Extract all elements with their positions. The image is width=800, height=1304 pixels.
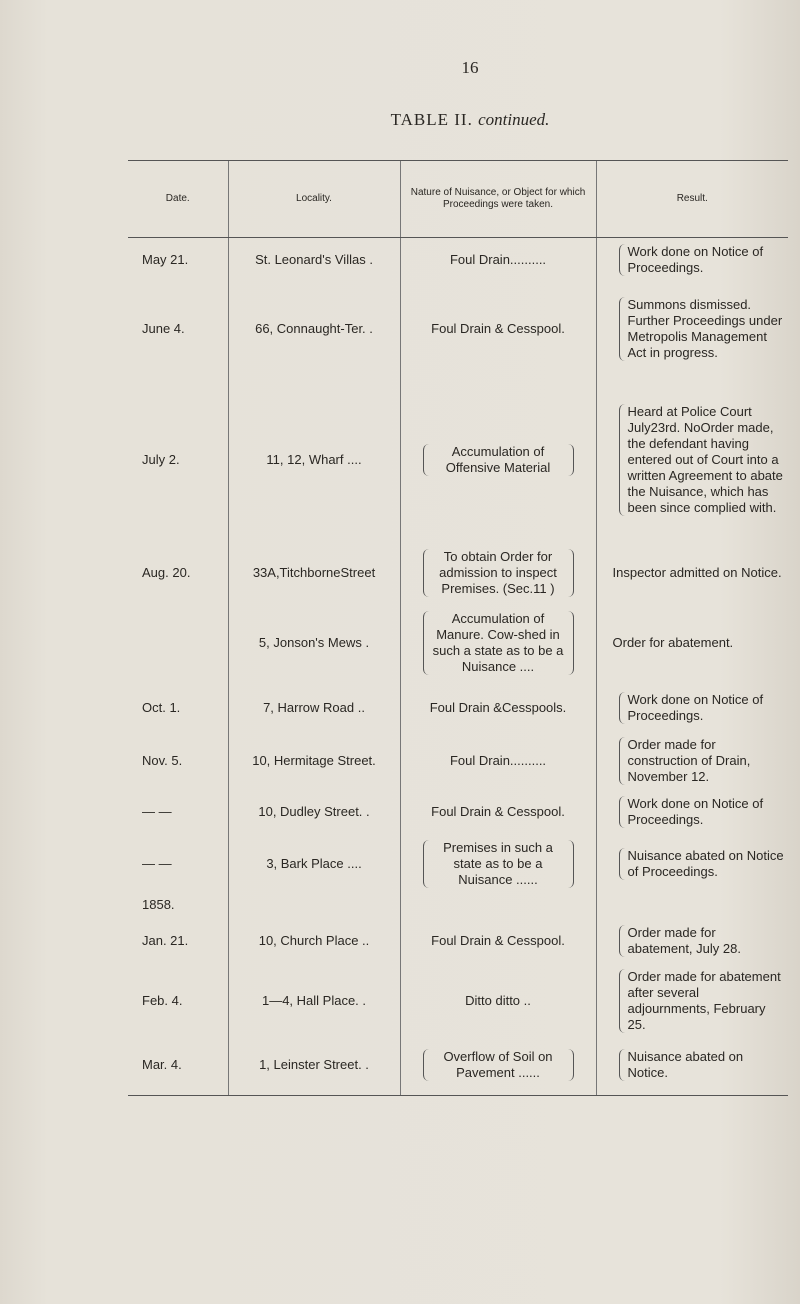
table-caption-label: TABLE II. <box>390 110 473 129</box>
cell-result <box>596 732 788 790</box>
table-caption-continued: continued. <box>478 110 550 129</box>
nature-text: Accumulation of Manure. Cow-shed in such a state as to be a Nuisance .... <box>423 611 574 675</box>
table-row <box>128 732 788 790</box>
header-date: Date. <box>128 161 228 238</box>
result-text: Work done on Notice of Proceedings. <box>619 692 785 724</box>
cell-nature <box>400 602 596 684</box>
cell-nature <box>400 1036 596 1096</box>
header-row <box>128 161 788 238</box>
cell-result <box>596 376 788 544</box>
cell-nature: Foul Drain &Cesspools. <box>400 684 596 732</box>
table-row <box>128 544 788 602</box>
cell-result: Order for abatement. <box>596 602 788 684</box>
cell-nature <box>400 834 596 894</box>
table-row-year <box>128 894 788 916</box>
cell-date: May 21. <box>142 251 189 267</box>
result-text: Work done on Notice of Proceedings. <box>619 796 785 828</box>
cell-nature: Ditto ditto .. <box>400 966 596 1036</box>
result-text: Order made for abatement, July 28. <box>619 925 785 957</box>
cell-locality: 10, Church Place .. <box>228 916 400 966</box>
cell-date: June 4. <box>142 320 185 336</box>
cell-locality: 7, Harrow Road .. <box>228 684 400 732</box>
cell-locality: 10, Dudley Street. . <box>228 790 400 834</box>
header-locality: Locality. <box>228 161 400 238</box>
table-row <box>128 602 788 684</box>
cell-date: — — <box>142 855 172 871</box>
cell-locality <box>228 894 400 916</box>
cell-result <box>596 916 788 966</box>
cell-locality: St. Leonard's Villas . <box>228 238 400 282</box>
cell-result <box>596 834 788 894</box>
cell-locality: 10, Hermitage Street. <box>228 732 400 790</box>
table-caption <box>300 110 640 130</box>
table-row <box>128 790 788 834</box>
cell-date <box>128 602 228 684</box>
cell-date: Jan. 21. <box>142 932 189 948</box>
cell-result <box>596 684 788 732</box>
cell-locality: 1, Leinster Street. . <box>228 1036 400 1096</box>
cell-date: Nov. 5. <box>142 752 183 768</box>
nature-text: Accumulation of Offensive Material <box>423 444 574 476</box>
table-row <box>128 966 788 1036</box>
table-row <box>128 238 788 282</box>
cell-nature: Foul Drain.......... <box>400 732 596 790</box>
cell-date: Mar. 4. <box>128 1036 228 1096</box>
result-text: Order made for abatement after several adjournments, February 25. <box>619 969 785 1033</box>
header-result: Result. <box>596 161 788 238</box>
cell-nature <box>400 544 596 602</box>
cell-result <box>596 790 788 834</box>
result-text: Order made for construction of Drain, November 12. <box>619 737 785 785</box>
cell-locality: 3, Bark Place .... <box>228 834 400 894</box>
cell-nature: Foul Drain & Cesspool. <box>400 916 596 966</box>
cell-locality: 5, Jonson's Mews . <box>228 602 400 684</box>
cell-locality: 1—4, Hall Place. . <box>228 966 400 1036</box>
cell-result <box>596 282 788 376</box>
cell-year: 1858. <box>142 896 175 912</box>
page-number: 16 <box>461 58 479 77</box>
cell-nature: Foul Drain & Cesspool. <box>400 282 596 376</box>
cell-date: July 2. <box>142 451 180 467</box>
nuisance-table <box>128 160 788 1096</box>
table-row <box>128 916 788 966</box>
table-row <box>128 684 788 732</box>
cell-result <box>596 238 788 282</box>
header-nature: Nature of Nuisance, or Object for which Proceedings were taken. <box>400 161 596 238</box>
table-row <box>128 834 788 894</box>
cell-nature: Foul Drain & Cesspool. <box>400 790 596 834</box>
cell-date: — — <box>142 803 172 819</box>
cell-locality: 33A,TitchborneStreet <box>228 544 400 602</box>
cell-date: Oct. 1. <box>142 699 181 715</box>
cell-locality: 66, Connaught-Ter. . <box>228 282 400 376</box>
cell-locality: 11, 12, Wharf .... <box>228 376 400 544</box>
result-text: Work done on Notice of Proceedings. <box>619 244 785 276</box>
table-row <box>128 376 788 544</box>
result-text: Nuisance abated on Notice. <box>619 1049 785 1081</box>
result-text: Heard at Police Court July23rd. NoOrder made, the defendant having entered out of Court into a written Agreement to abate the Nuisance, which has been since complied with. <box>619 404 785 516</box>
cell-nature <box>400 376 596 544</box>
table-row <box>128 1036 788 1096</box>
cell-date: Aug. 20. <box>142 564 191 580</box>
cell-result <box>596 1036 788 1096</box>
nature-text: To obtain Order for admission to inspect Premises. (Sec.11 ) <box>423 549 574 597</box>
table-row <box>128 282 788 376</box>
nature-text: Overflow of Soil on Pavement ...... <box>423 1049 574 1081</box>
result-text: Summons dismissed. Further Proceedings under Metropolis Management Act in progress. <box>619 297 785 361</box>
cell-date: Feb. 4. <box>142 992 183 1008</box>
cell-result <box>596 894 788 916</box>
cell-result <box>596 966 788 1036</box>
cell-nature: Foul Drain.......... <box>400 238 596 282</box>
nature-text: Premises in such a state as to be a Nuisance ...... <box>423 840 574 888</box>
cell-result: Inspector admitted on Notice. <box>596 544 788 602</box>
result-text: Nuisance abated on Notice of Proceedings. <box>619 848 785 880</box>
cell-nature <box>400 894 596 916</box>
